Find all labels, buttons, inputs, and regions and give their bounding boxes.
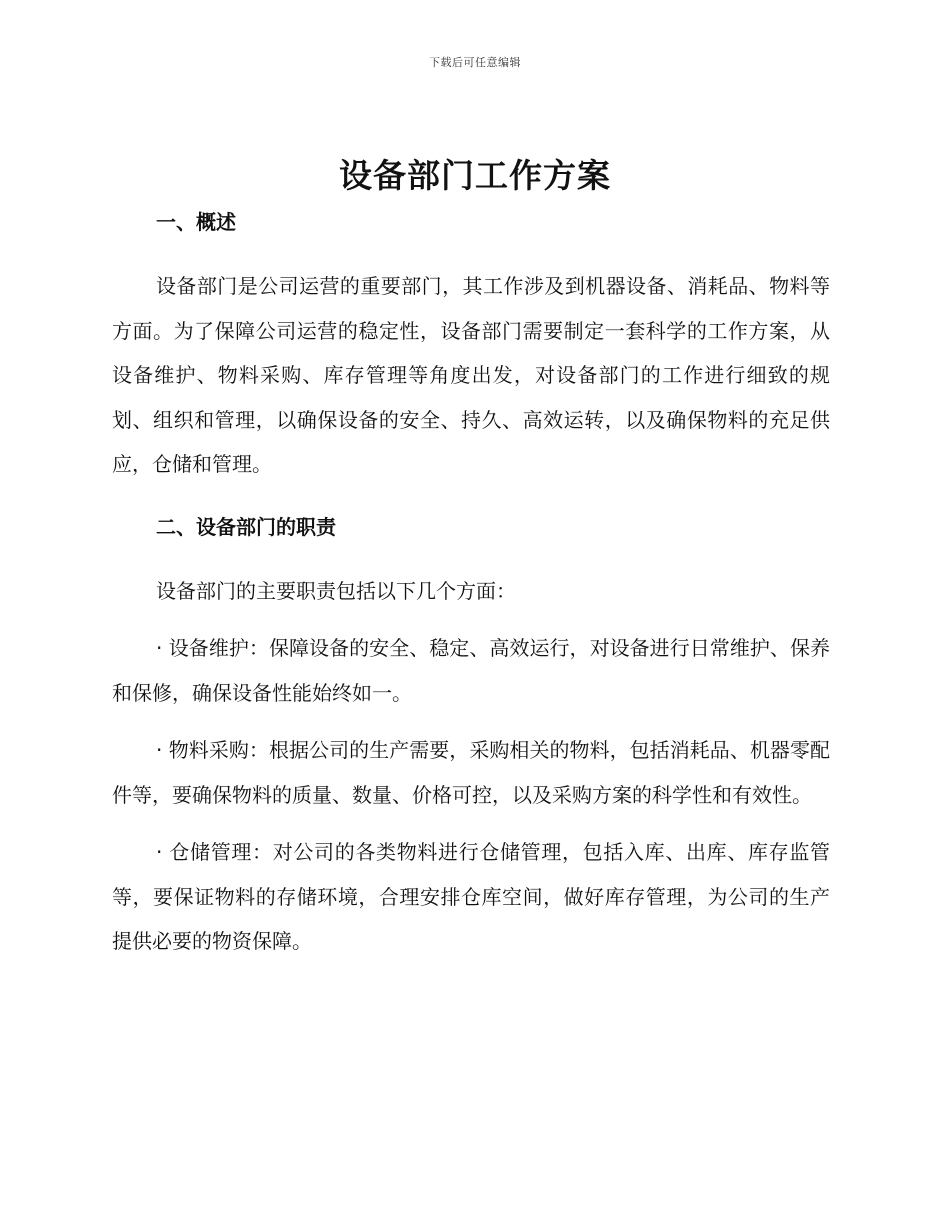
overview-paragraph: 设备部门是公司运营的重要部门，其工作涉及到机器设备、消耗品、物料等方面。为了保障公司运营的稳定性，设备部门需要制定一套科学的工作方案，从设备维护、物料采购、库存管理等角度出发，对设备部门的工作进行细致的规划、组织和管理，以确保设备的安全、持久、高效运转，以及确保物料的充足供应，仓储和管理。 bbox=[112, 274, 830, 476]
header-note: 下载后可任意编辑 bbox=[429, 56, 521, 69]
section-heading-overview: 一、概述 bbox=[156, 210, 236, 234]
responsibilities-intro: 设备部门的主要职责包括以下几个方面： bbox=[156, 578, 516, 603]
responsibility-item-equipment-maintenance: · 设备维护：保障设备的安全、稳定、高效运行，对设备进行日常维护、保养和保修，确保设备性能始终如一。 bbox=[112, 636, 830, 705]
document-title: 设备部门工作方案 bbox=[339, 156, 611, 195]
responsibility-item-warehouse-management: · 仓储管理：对公司的各类物料进行仓储管理，包括入库、出库、库存监管等，要保证物料的存储环境，合理安排仓库空间，做好库存管理，为公司的生产提供必要的物资保障。 bbox=[112, 840, 830, 953]
document-body bbox=[112, 206, 830, 964]
responsibility-item-procurement: · 物料采购：根据公司的生产需要，采购相关的物料，包括消耗品、机器零配件等，要确保物料的质量、数量、价格可控，以及采购方案的科学性和有效性。 bbox=[112, 738, 830, 807]
section-heading-responsibilities: 二、设备部门的职责 bbox=[156, 514, 336, 539]
